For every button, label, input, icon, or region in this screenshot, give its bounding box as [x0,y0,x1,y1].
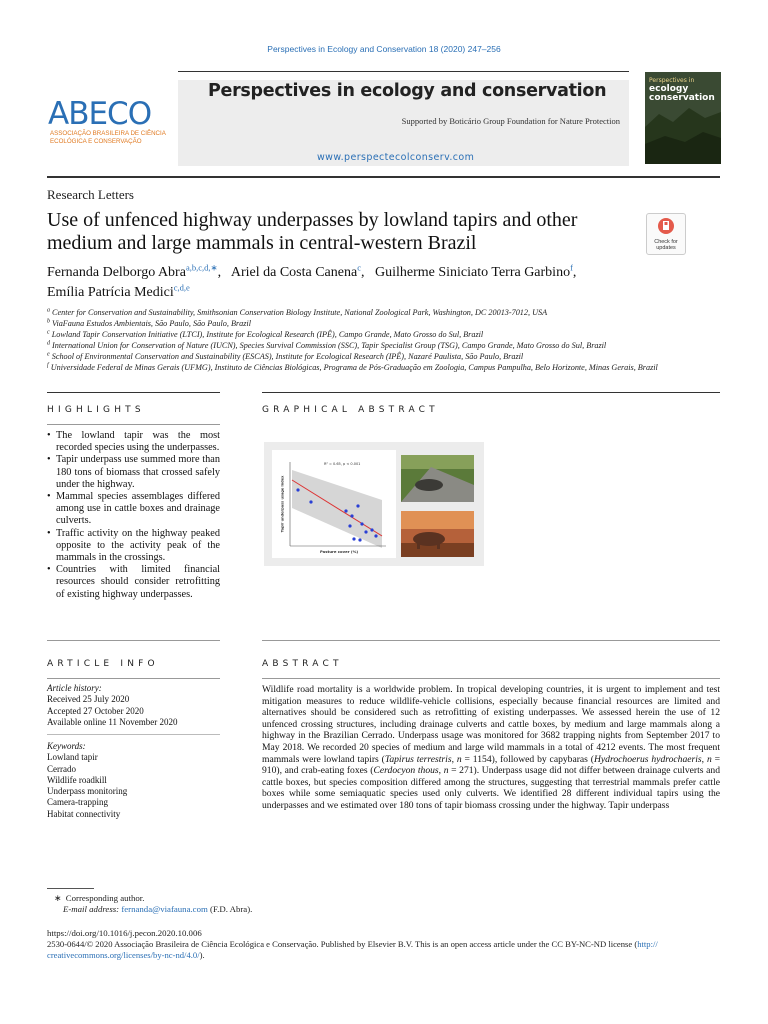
ga-plot-ylabel: Tapir underpass usage index [280,475,285,533]
highlight-item: • Mammal species assemblages differed among use in cattle boxes and drainage culverts. [47,491,220,528]
keyword-item: Wildlife roadkill [47,774,107,785]
history-label: Article history: [47,683,102,693]
logo-subtitle-2: ECOLÓGICA E CONSERVAÇÃO [50,138,142,145]
highlights-list [47,430,220,601]
affiliations [47,307,737,373]
author-name: Guilherme Siniciato Terra Garbino [374,265,571,280]
highlights-heading: HIGHLIGHTS [47,405,145,415]
license-statement: 2530-0644/© 2020 Associação Brasileira de Ciência Ecológica e Conservação. Published by Elsevier B.V. This is an open access article under the CC BY-NC-ND license (http:// creativecommons.org/licenses/by-nc-nd/4.0/). [47,939,658,960]
history-accepted: Accepted 27 October 2020 [47,705,144,716]
journal-banner [178,80,629,166]
highlights-bottom-rule [47,640,220,641]
article-info-heading: ARTICLE INFO [47,659,159,669]
highlight-item: • Countries with limited financial resources should consider retrofitting of existing highway underpasses. [47,564,220,601]
affiliation-item: $^b$ ViaFauna Estudos Ambientais, São Paulo, São Paulo, Brazil [47,318,251,328]
cover-title: Perspectives in ecology conservation [649,77,715,103]
ga-plot-equation: R² = 0.65, p < 0.001 [324,462,361,466]
keyword-item: Habitat connectivity [47,808,121,819]
affiliation-item: $^f$ Universidade Federal de Minas Gerais (UFMG), Instituto de Ciências Biológicas, Programa de Pós-Graduação em Zoologia, Campus Pampulha, Belo Horizonte, Minas Gerais, Brazil [47,362,658,372]
email-link[interactable]: fernanda@viafauna.com [121,904,208,914]
authors-list: Fernanda Delborgo Abra$^{a,b,c,d,∗}$, Ariel da Costa Canena$^c$, Guilherme Siniciato Terra Garbino$^f$, Emília Patrícia Medici$^{c,d,e}$ [47,262,577,300]
journal-title: Perspectives in ecology and conservation [208,81,607,101]
affiliation-item: $^e$ School of Environmental Conservation and Sustainability (ESCAS), Institute for Ecological Research (IPÊ), Nazaré Paulista, São Paulo, Brazil [47,351,524,361]
graphical-abstract-heading: GRAPHICAL ABSTRACT [262,405,439,415]
graphical-abstract-bottom-rule [262,640,720,641]
highlight-item: • Traffic activity on the highway peaked opposite to the activity peak of the mammals in the crossings. [47,528,220,565]
article-info-rule [47,678,220,679]
ga-photo-tapir-road [401,455,474,502]
graphical-abstract-top-rule [262,392,720,393]
author-affiliation-marks[interactable]: a,b,c,d,∗ [185,262,218,273]
abstract-text: Wildlife road mortality is a worldwide problem. In tropical developing countries, it is urgent to implement and test mitigation measures to reduce wildlife-vehicle collisions, especially because financial resources are limited and alternatives should be considered such as retrofitting of existing underpasses. We assessed herein the use of 12 unfenced crossing structures, including drainage culverts and cattle boxes, by medium and large mammals along a highway in the Brazilian Cerrado. Underpass usage was monitored for 3682 trapping nights from September 2017 to May 2018. We recorded 20 species of medium and large wild mammals in a total of 4212 events. The most frequent mammals were lowland tapirs (Tapirus terrestris, n = 1154), followed by capybaras (Hydrochoerus hydrochaeris, n = 910), and crab-eating foxes (Cerdocyon thous, n = 271). Underpass usage did not differ between drainage culverts and cattle boxes, but species composition differed among the structures, suggesting that terrestrial mammals prefer cattle boxes while some semiaquatic species used only culverts. We identified 28 different individual tapirs using the underpasses and we estimated over 180 tons of tapir biomass crossing under the highway. Tapir underpass [262,684,721,811]
keyword-item: Lowland tapir [47,752,98,763]
author-name: Emília Patrícia Medici [47,285,174,300]
footnote-rule [47,888,94,889]
corresponding-author-note: ∗ Corresponding author. [54,893,145,903]
ga-scatter-plot [272,450,396,558]
highlight-item: • Tapir underpass use summed more than 180 tons of biomass that crossed safely under the highway. [47,454,220,491]
journal-reference[interactable]: Perspectives in Ecology and Conservation 18 (2020) 247–256 [267,44,501,54]
doi-link[interactable]: https://doi.org/10.1016/j.pecon.2020.10.006 [47,928,202,938]
abstract-heading: ABSTRACT [262,659,343,669]
journal-url[interactable]: www.perspectecolconserv.com [317,152,475,163]
keyword-item: Underpass monitoring [47,786,128,797]
article-history [47,683,177,728]
highlight-item: • The lowland tapir was the most recorded species using the underpasses. [47,430,220,454]
keyword-item: Camera-trapping [47,797,108,808]
header-bottom-rule [47,176,720,178]
logo-subtitle-1: ASSOCIAÇÃO BRASILEIRA DE CIÊNCIA [50,130,166,137]
affiliation-item: $^a$ Center for Conservation and Sustainability, Smithsonian Conservation Biology Institute, National Zoological Park, Washington, DC 20013-7012, USA [47,307,548,317]
history-online: Available online 11 November 2020 [47,716,178,727]
highlights-sub-rule [47,424,220,425]
ga-plot-xlabel: Pasture cover (%) [320,549,359,554]
author-affiliation-marks[interactable]: c,d,e [173,282,190,293]
graphical-abstract-figure[interactable] [264,442,484,566]
affiliation-item: $^d$ International Union for Conservation of Nature (IUCN), Species Survival Commission (SSC), Tapir Specialist Group (TSG), Campo Grande, Mato Grosso do Sul, Brazil [47,340,607,350]
author-affiliation-marks[interactable]: c [357,262,361,273]
author-affiliation-marks[interactable]: f [570,262,573,273]
author-name: Ariel da Costa Canena [230,265,358,280]
author-name: Fernanda Delborgo Abra [47,265,186,280]
affiliation-item: $^c$ Lowland Tapir Conservation Initiative (LTCI), Institute for Ecological Research (IPÊ), Campo Grande, Mato Grosso do Sul, Brazil [47,329,484,339]
ga-photo-tapir-underpass [401,511,474,557]
supported-by: Supported by Boticário Group Foundation for Nature Protection [401,116,620,126]
journal-cover-image[interactable] [645,72,721,164]
abeco-logo [48,98,166,146]
header-top-rule [178,71,629,72]
check-updates-icon [657,217,675,235]
keywords-label: Keywords: [47,741,86,751]
check-for-updates-badge[interactable]: Check for updates [646,213,686,255]
abstract-rule [262,678,720,679]
email-note: E-mail address: fernanda@viafauna.com (F.D. Abra). [63,904,253,914]
highlights-top-rule [47,392,220,393]
keyword-item: Cerrado [47,763,76,774]
keywords [47,741,127,820]
history-received: Received 25 July 2020 [47,694,130,705]
logo-word: ABECO [48,96,152,132]
license-link-part2[interactable]: creativecommons.org/licenses/by-nc-nd/4.0/ [47,950,200,960]
license-link-part1[interactable]: http:// [637,939,658,949]
article-info-divider [47,734,220,735]
article-title: Use of unfenced highway underpasses by lowland tapirs and other medium and large mammals in central-western Brazil [47,209,578,254]
article-type: Research Letters [47,187,134,202]
ga-scatter-svg [272,450,396,558]
